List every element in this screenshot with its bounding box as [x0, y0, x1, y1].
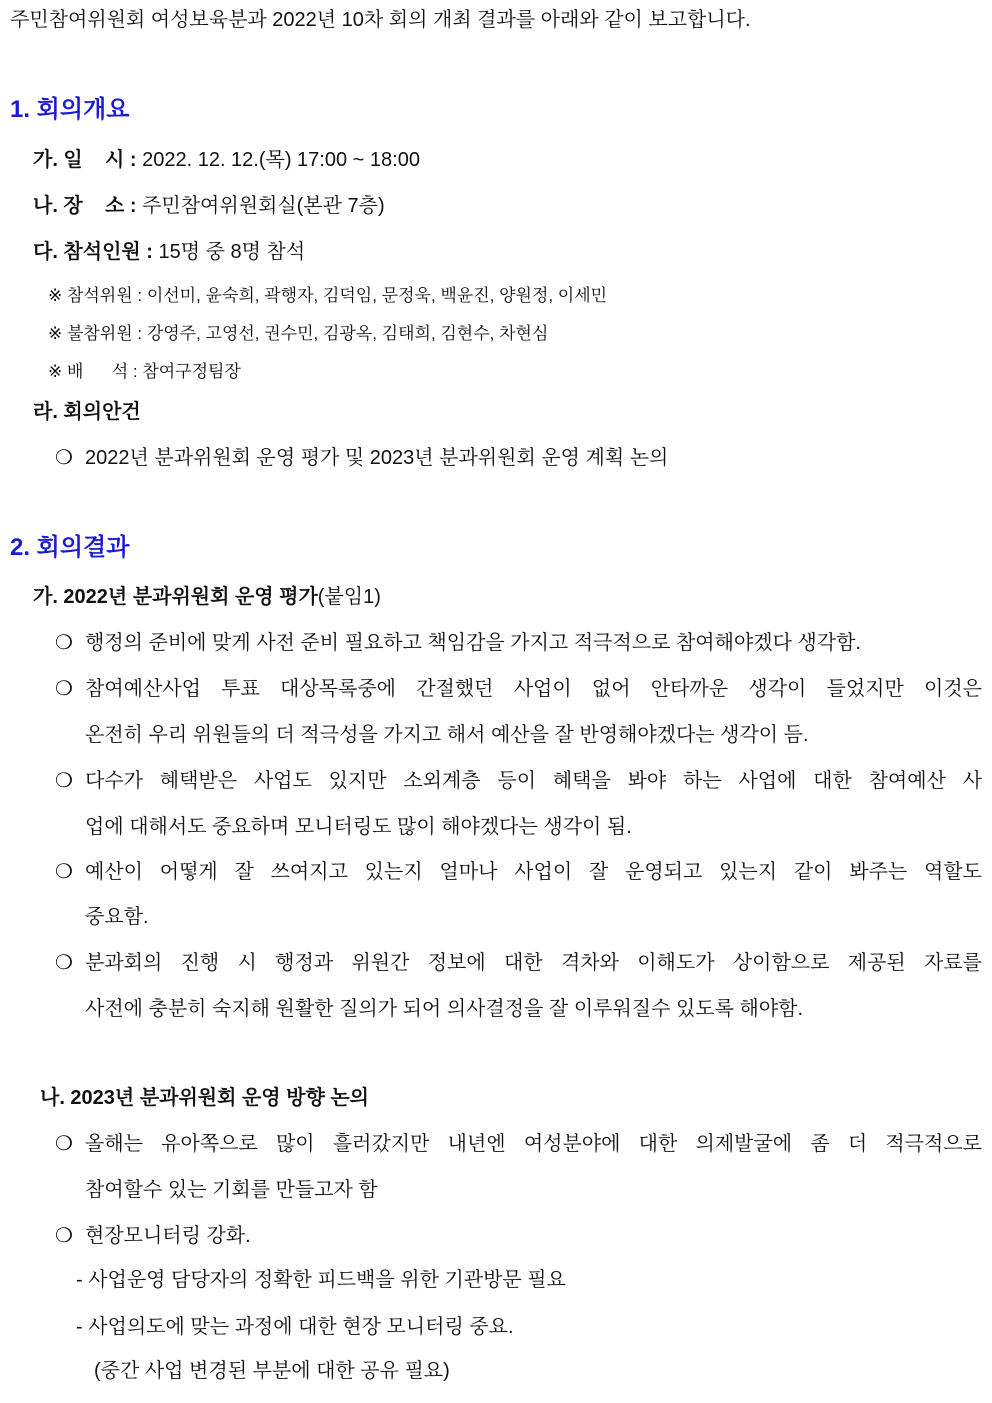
section2-title: 2. 회의결과 — [10, 534, 130, 561]
attendance — [33, 240, 305, 264]
item-text: 분과회의 진행 시 행정과 위원간 정보에 대한 격차와 이해도가 상이함으로 제공된 자료를 — [85, 952, 982, 974]
item-text-cont: 중요함. — [85, 906, 149, 928]
item-text: 다수가 혜택받은 사업도 있지만 소외계층 등이 혜택을 봐야 하는 사업에 대한 참여예산 사 — [85, 770, 982, 792]
agenda-item — [55, 446, 668, 470]
intro-text: 주민참여위원회 여성보육분과 2022년 10차 회의 개최 결과를 아래와 같이 보고합니다. — [10, 9, 751, 31]
observer-note: ※ 배 석 : 참여구정팀장 — [48, 362, 241, 381]
agenda-text: 2022년 분과위원회 운영 평가 및 2023년 분과위원회 운영 계획 논의 — [85, 447, 669, 469]
item-text-cont: 사전에 충분히 숙지해 원활한 질의가 되어 의사결정을 잘 이루워질수 있도록 해야함. — [85, 998, 804, 1020]
item-text-cont: 업에 대해서도 중요하며 모니터링도 많이 해야겠다는 생각이 됨. — [85, 816, 632, 838]
list-item — [55, 1132, 85, 1156]
absentees-note: ※ 불참위원 : 강영주, 고영선, 권수민, 김광옥, 김태희, 김현수, 차현심 — [48, 324, 549, 343]
item-text: 행정의 준비에 맞게 사전 준비 필요하고 책임감을 가지고 적극적으로 참여해야겠다 생각함. — [85, 632, 861, 654]
bullet-icon: ❍ — [55, 678, 73, 700]
list-item — [55, 677, 85, 701]
subsection-b-title: 나. 2023년 분과위원회 운영 방향 논의 — [40, 1087, 369, 1109]
attend-value: 15명 중 8명 참석 — [158, 241, 306, 263]
attachment-ref: (붙임1) — [317, 586, 381, 608]
item-text: 올해는 유아쪽으로 많이 흘러갔지만 내년엔 여성분야에 대한 의제발굴에 좀 더 적극적으로 — [85, 1133, 982, 1155]
attend-label: 다. 참석인원 : — [33, 241, 153, 263]
item-text: 참여예산사업 투표 대상목록중에 간절했던 사업이 없어 안타까운 생각이 들었지만 이것은 — [85, 678, 982, 700]
bullet-icon: ❍ — [55, 632, 73, 654]
list-item — [55, 860, 85, 884]
paren-note: (중간 사업 변경된 부분에 대한 공유 필요) — [94, 1360, 450, 1382]
place-label: 나. 장 소 : — [33, 195, 137, 217]
date-value: 2022. 12. 12.(목) 17:00 ~ 18:00 — [142, 149, 420, 171]
list-item — [55, 951, 85, 975]
item-text-cont: 온전히 우리 위원들의 더 적극성을 가지고 해서 예산을 잘 반영해야겠다는 생각이 듬. — [85, 724, 809, 746]
dash-item: - 사업운영 담당자의 정확한 피드백을 위한 기관방문 필요 — [76, 1269, 566, 1291]
bullet-icon: ❍ — [55, 1225, 73, 1247]
bullet-icon: ❍ — [55, 1133, 73, 1155]
attendees-note: ※ 참석위원 : 이선미, 윤숙희, 곽행자, 김덕임, 문정욱, 백윤진, 양원정, 이세민 — [48, 286, 608, 305]
meeting-place — [33, 194, 385, 218]
item-text: 예산이 어떻게 잘 쓰여지고 있는지 얼마나 사업이 잘 운영되고 있는지 같이 봐주는 역할도 — [85, 861, 982, 883]
meeting-date — [33, 148, 420, 172]
date-label: 가. 일 시 : — [33, 149, 137, 171]
item-text: 현장모니터링 강화. — [85, 1225, 251, 1247]
bullet-icon: ❍ — [55, 447, 73, 469]
bullet-icon: ❍ — [55, 861, 73, 883]
list-item — [55, 769, 85, 793]
subsection-a-label: 가. 2022년 분과위원회 운영 평가 — [33, 586, 318, 608]
section1-title: 1. 회의개요 — [10, 96, 130, 123]
place-value: 주민참여위원회실(본관 7층) — [142, 195, 385, 217]
bullet-icon: ❍ — [55, 952, 73, 974]
bullet-icon: ❍ — [55, 770, 73, 792]
list-item — [55, 1224, 251, 1248]
dash-item: - 사업의도에 맞는 과정에 대한 현장 모니터링 중요. — [76, 1316, 514, 1338]
subsection-a-title — [33, 585, 381, 609]
list-item — [55, 631, 861, 655]
agenda-label: 라. 회의안건 — [33, 401, 141, 423]
item-text-cont: 참여할수 있는 기회를 만들고자 함 — [85, 1179, 378, 1201]
